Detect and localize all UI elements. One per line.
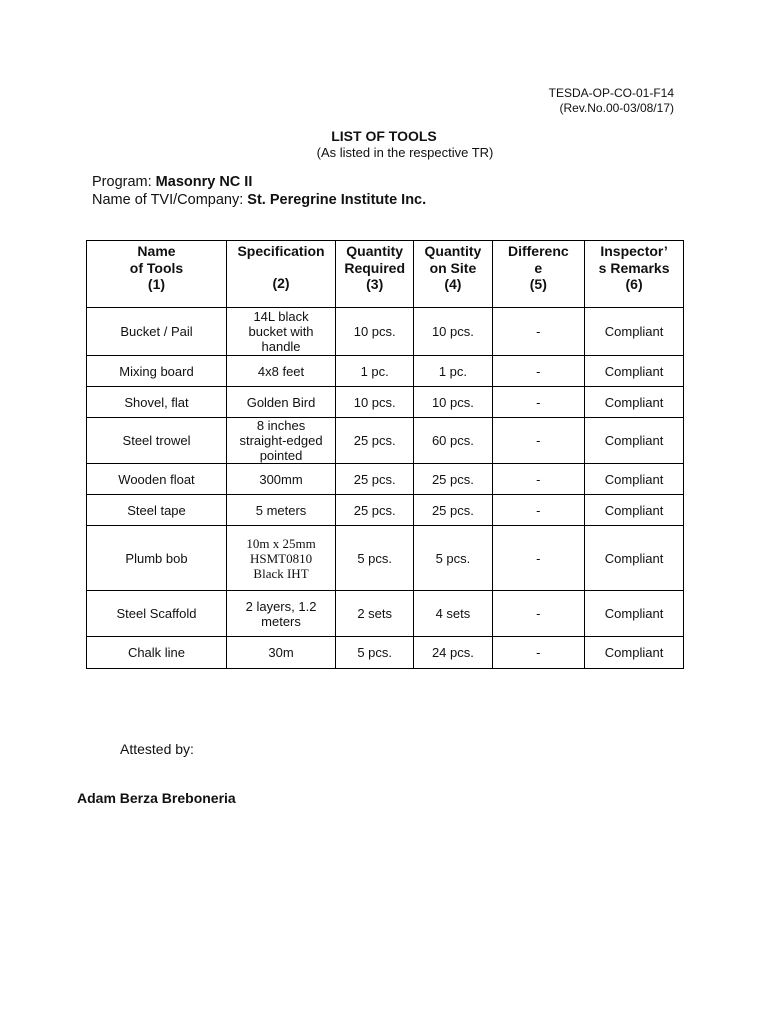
table-row <box>87 495 684 526</box>
tool-name: Wooden float <box>87 464 227 495</box>
difference: - <box>492 464 585 495</box>
remarks: Compliant <box>585 637 684 669</box>
qty-required: 10 pcs. <box>336 308 414 356</box>
difference: - <box>492 495 585 526</box>
qty-required: 10 pcs. <box>336 387 414 418</box>
page-title: LIST OF TOOLS <box>331 128 437 144</box>
program-line <box>92 174 252 190</box>
header-quantity-on-site: Quantity on Site (4) <box>414 241 492 308</box>
header-inspectors-remarks: Inspector’ s Remarks (6) <box>585 241 684 308</box>
table-row <box>87 464 684 495</box>
table-row <box>87 356 684 387</box>
difference: - <box>492 637 585 669</box>
table-row <box>87 591 684 637</box>
difference: - <box>492 356 585 387</box>
qty-required: 25 pcs. <box>336 418 414 464</box>
difference: - <box>492 591 585 637</box>
remarks: Compliant <box>585 308 684 356</box>
header-specification: Specification (2) <box>226 241 335 308</box>
tool-name: Mixing board <box>87 356 227 387</box>
tool-name: Steel Scaffold <box>87 591 227 637</box>
remarks: Compliant <box>585 418 684 464</box>
tool-spec: 4x8 feet <box>226 356 335 387</box>
program-label: Program: <box>92 174 156 190</box>
tool-spec: 10m x 25mm HSMT0810 Black IHT <box>226 526 335 591</box>
qty-on-site: 10 pcs. <box>414 308 492 356</box>
difference: - <box>492 418 585 464</box>
qty-required: 5 pcs. <box>336 526 414 591</box>
company-label: Name of TVI/Company: <box>92 192 248 208</box>
header-quantity-required: Quantity Required (3) <box>336 241 414 308</box>
tool-name: Chalk line <box>87 637 227 669</box>
page-subtitle: (As listed in the respective TR) <box>316 145 494 160</box>
tool-spec: 8 inches straight-edged pointed <box>226 418 335 464</box>
tool-name: Plumb bob <box>87 526 227 591</box>
difference: - <box>492 308 585 356</box>
tool-name: Steel trowel <box>87 418 227 464</box>
remarks: Compliant <box>585 591 684 637</box>
qty-on-site: 24 pcs. <box>414 637 492 669</box>
qty-on-site: 10 pcs. <box>414 387 492 418</box>
tool-spec: Golden Bird <box>226 387 335 418</box>
qty-on-site: 60 pcs. <box>414 418 492 464</box>
table-row <box>87 418 684 464</box>
signatory-name: Adam Berza Breboneria <box>77 790 236 806</box>
qty-on-site: 4 sets <box>414 591 492 637</box>
remarks: Compliant <box>585 495 684 526</box>
table-row <box>87 387 684 418</box>
difference: - <box>492 387 585 418</box>
remarks: Compliant <box>585 387 684 418</box>
remarks: Compliant <box>585 464 684 495</box>
qty-on-site: 25 pcs. <box>414 464 492 495</box>
qty-required: 5 pcs. <box>336 637 414 669</box>
company-value: St. Peregrine Institute Inc. <box>247 192 427 208</box>
qty-on-site: 5 pcs. <box>414 526 492 591</box>
form-code: TESDA-OP-CO-01-F14 <box>548 86 674 100</box>
form-code-block <box>549 86 674 116</box>
company-line <box>92 192 426 208</box>
qty-required: 2 sets <box>336 591 414 637</box>
table-row <box>87 637 684 669</box>
qty-on-site: 25 pcs. <box>414 495 492 526</box>
qty-required: 25 pcs. <box>336 495 414 526</box>
table-row <box>87 308 684 356</box>
header-name-of-tools: Name of Tools (1) <box>87 241 227 308</box>
tool-name: Shovel, flat <box>87 387 227 418</box>
qty-required: 1 pc. <box>336 356 414 387</box>
program-value: Masonry NC II <box>155 174 253 190</box>
form-revision: (Rev.No.00-03/08/17) <box>559 101 674 115</box>
tool-spec: 300mm <box>226 464 335 495</box>
remarks: Compliant <box>585 356 684 387</box>
attested-by-label: Attested by: <box>120 741 194 757</box>
tool-spec: 14L black bucket with handle <box>226 308 335 356</box>
difference: - <box>492 526 585 591</box>
tool-name: Steel tape <box>87 495 227 526</box>
table-row <box>87 526 684 591</box>
qty-on-site: 1 pc. <box>414 356 492 387</box>
header-difference: Differenc e (5) <box>492 241 585 308</box>
qty-required: 25 pcs. <box>336 464 414 495</box>
table-header-row <box>87 241 684 308</box>
tool-name: Bucket / Pail <box>87 308 227 356</box>
tools-table <box>86 240 684 669</box>
remarks: Compliant <box>585 526 684 591</box>
tool-spec: 30m <box>226 637 335 669</box>
tool-spec: 5 meters <box>226 495 335 526</box>
tool-spec: 2 layers, 1.2 meters <box>226 591 335 637</box>
